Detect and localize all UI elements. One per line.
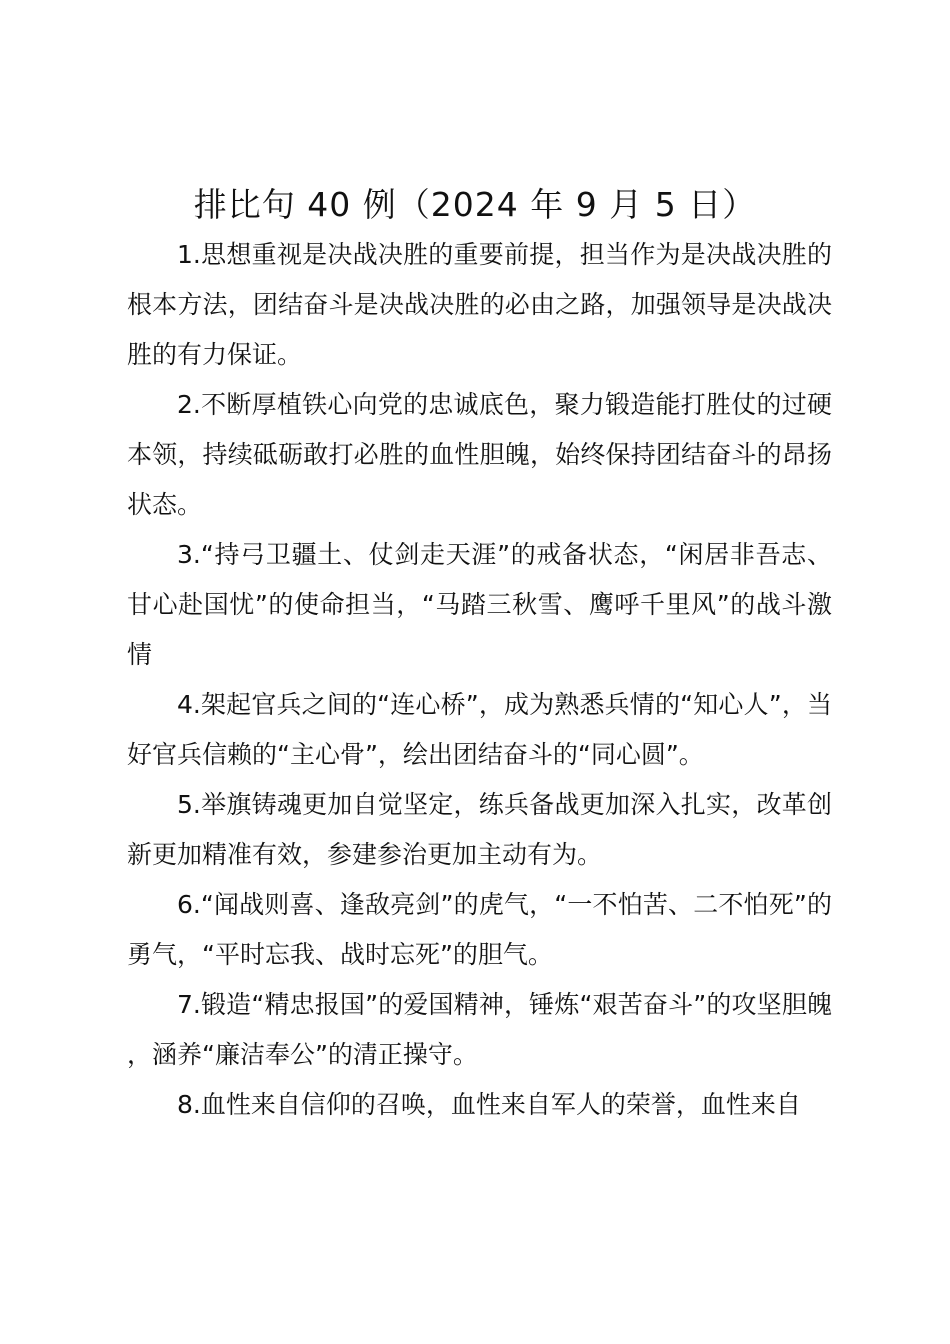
paragraph-5: 5.举旗铸魂更加自觉坚定，练兵备战更加深入扎实，改革创新更加精准有效，参建参治更加主动有为。 [127, 790, 832, 869]
paragraph-2: 2.不断厚植铁心向党的忠诚底色，聚力锻造能打胜仗的过硬本领，持续砥砺敢打必胜的血性胆魄，始终保持团结奋斗的昂扬状态。 [127, 390, 832, 519]
paragraph-6: 6.“闻战则喜、逢敌亮剑”的虎气，“一不怕苦、二不怕死”的勇气，“平时忘我、战时忘死”的胆气。 [127, 890, 832, 969]
document-body [127, 230, 832, 1130]
paragraph-4: 4.架起官兵之间的“连心桥”，成为熟悉兵情的“知心人”，当好官兵信赖的“主心骨”，绘出团结奋斗的“同心圆”。 [127, 690, 832, 769]
paragraph-8: 8.血性来自信仰的召唤，血性来自军人的荣誉，血性来自 [177, 1090, 801, 1119]
paragraph-1: 1.思想重视是决战决胜的重要前提，担当作为是决战决胜的根本方法，团结奋斗是决战决胜的必由之路，加强领导是决战决胜的有力保证。 [127, 240, 832, 369]
document-title: 排比句 40 例（2024 年 9 月 5 日） [193, 185, 757, 224]
paragraph-7: 7.锻造“精忠报国”的爱国精神，锤炼“艰苦奋斗”的攻坚胆魄，涵养“廉洁奉公”的清正操守。 [127, 990, 832, 1069]
paragraph-3: 3.“持弓卫疆土、仗剑走天涯”的戒备状态，“闲居非吾志、甘心赴国忧”的使命担当，“马踏三秋雪、鹰呼千里风”的战斗激情 [127, 540, 832, 669]
